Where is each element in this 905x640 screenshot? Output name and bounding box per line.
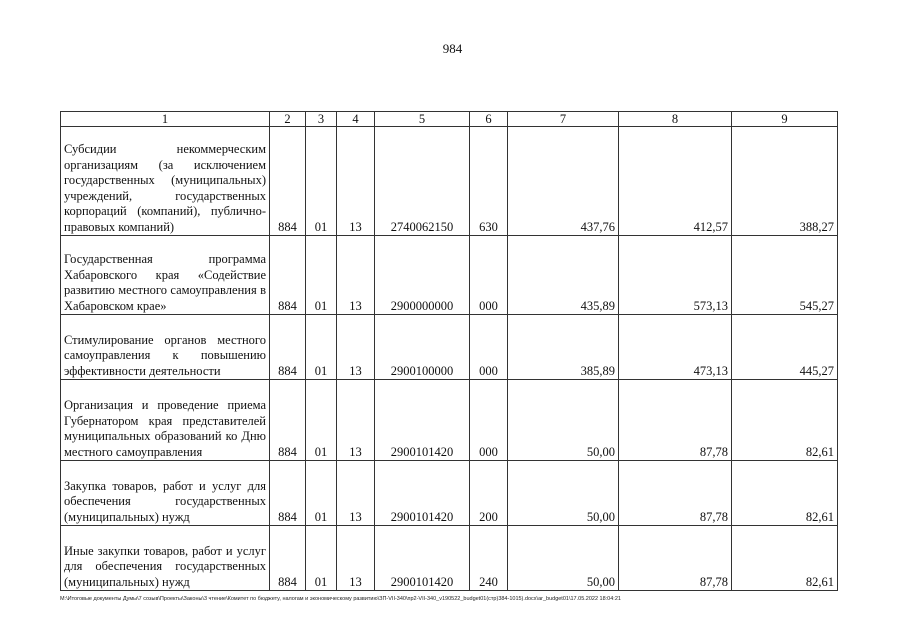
table-row	[61, 236, 838, 315]
cell-value-7: 50,00	[508, 380, 619, 461]
cell-ministry: 884	[270, 461, 306, 526]
header-cell: 7	[508, 112, 619, 127]
cell-subsection: 13	[337, 380, 375, 461]
document-path-footer: M:\Итоговые документы Думы\7 созыв\Проекты\Законы\3 чтение\Комитет по бюджету, налогам и экономическому развитию\ЗП-VII-340\пр2-VII-340_v190522_budget01(стр)384-1015).docx\ar_budget01\17.05.2022 18:04:21	[60, 596, 621, 602]
header-cell: 1	[61, 112, 270, 127]
cell-ministry: 884	[270, 315, 306, 380]
header-cell: 5	[375, 112, 470, 127]
cell-section: 01	[306, 461, 337, 526]
cell-section: 01	[306, 236, 337, 315]
cell-value-7: 50,00	[508, 461, 619, 526]
cell-expense-type: 000	[470, 236, 508, 315]
header-row	[61, 112, 838, 127]
page-number: 984	[442, 41, 463, 56]
cell-section: 01	[306, 526, 337, 591]
cell-value-9: 82,61	[732, 526, 838, 591]
cell-expense-type: 630	[470, 127, 508, 236]
cell-section: 01	[306, 380, 337, 461]
cell-ministry: 884	[270, 380, 306, 461]
row-name: Иные закупки товаров, работ и услуг для обеспечения государственных (муниципальных) нужд	[61, 526, 270, 591]
cell-subsection: 13	[337, 526, 375, 591]
cell-target-code: 2900000000	[375, 236, 470, 315]
table-row	[61, 315, 838, 380]
cell-value-8: 87,78	[619, 380, 732, 461]
cell-expense-type: 000	[470, 380, 508, 461]
row-name: Организация и проведение приема Губернатором края представителей муниципальных образований ко Дню местного самоуправления	[61, 380, 270, 461]
cell-value-7: 437,76	[508, 127, 619, 236]
row-name: Стимулирование органов местного самоуправления к повышению эффективности деятельности	[61, 315, 270, 380]
cell-target-code: 2900101420	[375, 526, 470, 591]
cell-target-code: 2740062150	[375, 127, 470, 236]
header-cell: 9	[732, 112, 838, 127]
cell-value-9: 445,27	[732, 315, 838, 380]
row-name: Субсидии некоммерческим организациям (за исключением государственных (муниципальных) учреждений, государственных корпораций (компаний), публично-правовых компаний)	[61, 127, 270, 236]
cell-expense-type: 200	[470, 461, 508, 526]
header-cell: 6	[470, 112, 508, 127]
cell-expense-type: 000	[470, 315, 508, 380]
cell-value-8: 87,78	[619, 461, 732, 526]
cell-ministry: 884	[270, 236, 306, 315]
cell-value-8: 87,78	[619, 526, 732, 591]
cell-subsection: 13	[337, 127, 375, 236]
cell-value-9: 388,27	[732, 127, 838, 236]
cell-ministry: 884	[270, 127, 306, 236]
cell-target-code: 2900100000	[375, 315, 470, 380]
header-cell: 3	[306, 112, 337, 127]
cell-value-8: 473,13	[619, 315, 732, 380]
cell-value-9: 82,61	[732, 461, 838, 526]
cell-subsection: 13	[337, 461, 375, 526]
cell-target-code: 2900101420	[375, 461, 470, 526]
cell-expense-type: 240	[470, 526, 508, 591]
cell-value-9: 545,27	[732, 236, 838, 315]
cell-value-7: 385,89	[508, 315, 619, 380]
cell-target-code: 2900101420	[375, 380, 470, 461]
header-cell: 2	[270, 112, 306, 127]
row-name: Государственная программа Хабаровского края «Содействие развитию местного самоуправления в Хабаровском крае»	[61, 236, 270, 315]
budget-table	[60, 111, 838, 591]
cell-value-7: 435,89	[508, 236, 619, 315]
row-name: Закупка товаров, работ и услуг для обеспечения государственных (муниципальных) нужд	[61, 461, 270, 526]
table-row	[61, 380, 838, 461]
table-row	[61, 526, 838, 591]
cell-section: 01	[306, 127, 337, 236]
cell-value-8: 412,57	[619, 127, 732, 236]
cell-subsection: 13	[337, 315, 375, 380]
cell-ministry: 884	[270, 526, 306, 591]
header-cell: 8	[619, 112, 732, 127]
cell-section: 01	[306, 315, 337, 380]
header-cell: 4	[337, 112, 375, 127]
table-row	[61, 461, 838, 526]
cell-subsection: 13	[337, 236, 375, 315]
cell-value-9: 82,61	[732, 380, 838, 461]
cell-value-7: 50,00	[508, 526, 619, 591]
table-row	[61, 127, 838, 236]
cell-value-8: 573,13	[619, 236, 732, 315]
